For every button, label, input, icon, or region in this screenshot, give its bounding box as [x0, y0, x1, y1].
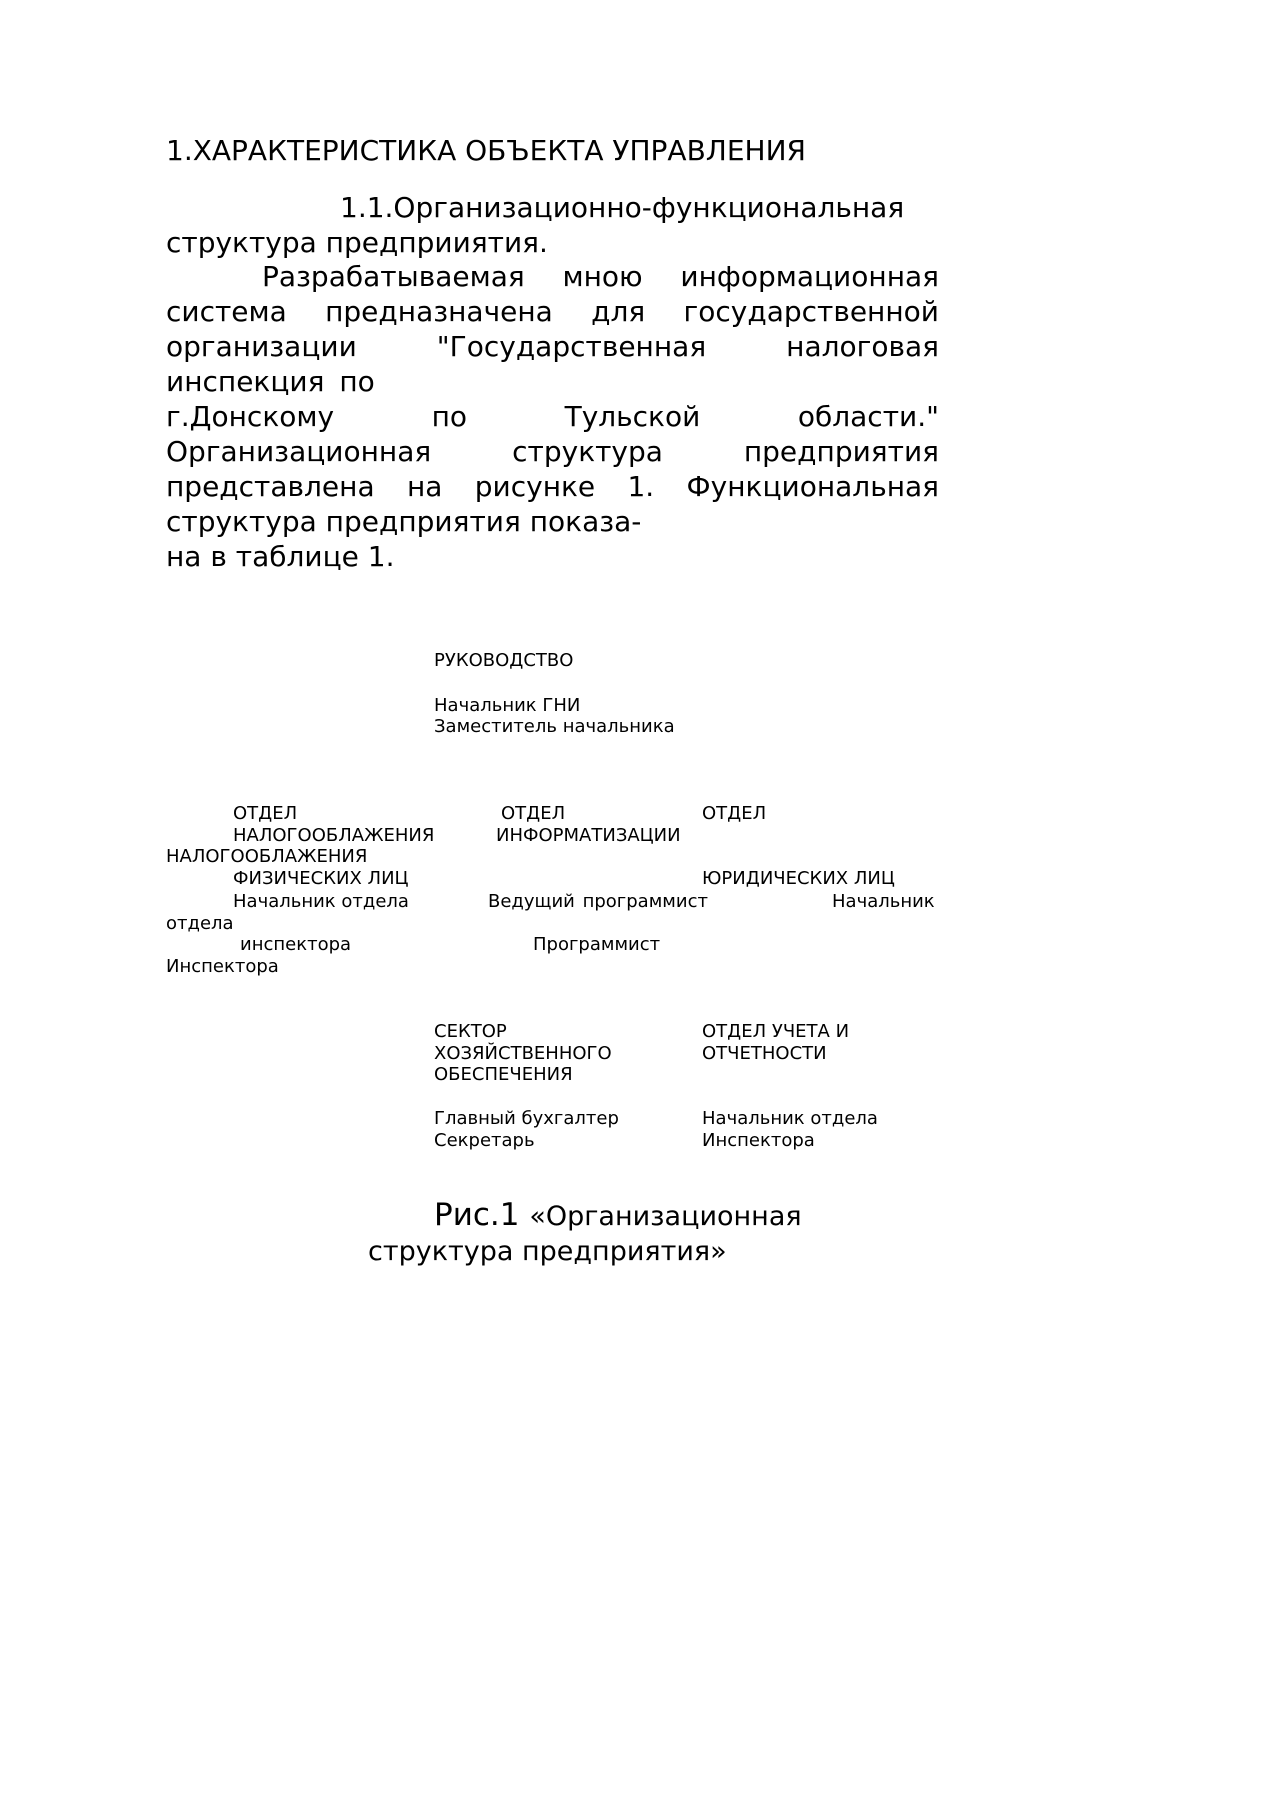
sector-economy-member-1: Главный бухгалтер — [434, 1108, 619, 1129]
paragraph-line-2: система предназначена для государственной — [166, 295, 939, 328]
dept-accounting-member-2: Инспектора — [702, 1130, 815, 1151]
paragraph-line-3: организации "Государственная налоговая — [166, 330, 939, 363]
paragraph-line-8: структура предприятия показа- — [166, 505, 642, 538]
dept-accounting-title-1: ОТДЕЛ УЧЕТА И — [702, 1021, 850, 1042]
leadership-title: РУКОВОДСТВО — [434, 650, 574, 671]
paragraph-line-4: инспекция по — [166, 365, 375, 398]
subsection-heading-line1 — [166, 190, 939, 225]
figure-caption-line-1 — [434, 1197, 802, 1235]
sector-economy-title-1: СЕКТОР — [434, 1021, 507, 1042]
leadership-member-2: Заместитель начальника — [434, 716, 675, 737]
dept-physical-title-2: НАЛОГООБЛАЖЕНИЯ — [233, 825, 435, 846]
figure-caption-title-1: «Организационная — [529, 1201, 802, 1232]
dept-it-title-1: ОТДЕЛ — [501, 803, 566, 824]
dept-legal-member-2: Инспектора — [166, 956, 279, 977]
dept-legal-title-1: ОТДЕЛ — [702, 803, 767, 824]
dept-accounting-member-1: Начальник отдела — [702, 1108, 878, 1129]
dept-it-member-1: Ведущий программист — [488, 891, 708, 912]
paragraph-line-5: г.Донскому по Тульской области." — [166, 400, 939, 433]
paragraph-line-1 — [166, 259, 939, 294]
paragraph-line-9: на в таблице 1. — [166, 540, 395, 573]
dept-physical-member-1: Начальник отдела — [233, 891, 409, 912]
figure-caption-title-2: структура предприятия» — [368, 1236, 727, 1267]
paragraph-line-6: Организационная структура предприятия — [166, 435, 939, 468]
dept-accounting-title-2: ОТЧЕТНОСТИ — [702, 1043, 827, 1064]
dept-legal-member-1: Начальник — [832, 891, 935, 912]
paragraph-line-1-text: Разрабатываемая мною информационная — [262, 260, 939, 293]
section-heading: 1.ХАРАКТЕРИСТИКА ОБЪЕКТА УПРАВЛЕНИЯ — [166, 134, 806, 167]
leadership-member-1: Начальник ГНИ — [434, 695, 581, 716]
sector-economy-title-2: ХОЗЯЙСТВЕННОГО — [434, 1043, 612, 1064]
dept-it-title-2: ИНФОРМАТИЗАЦИИ — [496, 825, 681, 846]
dept-physical-title-3: НАЛОГООБЛАЖЕНИЯ — [166, 846, 368, 867]
paragraph-line-7: представлена на рисунке 1. Функциональная — [166, 470, 939, 503]
sector-economy-title-3: ОБЕСПЕЧЕНИЯ — [434, 1064, 573, 1085]
subsection-heading-line2: структура предприиятия. — [166, 226, 548, 259]
sector-economy-member-2: Секретарь — [434, 1130, 535, 1151]
figure-caption-label: Рис.1 — [434, 1197, 520, 1233]
dept-physical-member-1-cont: отдела — [166, 913, 234, 934]
dept-physical-member-2: инспектора — [240, 934, 352, 955]
dept-physical-title-4: ФИЗИЧЕСКИХ ЛИЦ — [233, 868, 409, 889]
subsection-heading-text: 1.1.Организационно-функциональная — [340, 191, 905, 224]
dept-it-member-2: Программист — [533, 934, 661, 955]
dept-legal-title-2: ЮРИДИЧЕСКИХ ЛИЦ — [702, 868, 895, 889]
dept-physical-title-1: ОТДЕЛ — [233, 803, 298, 824]
